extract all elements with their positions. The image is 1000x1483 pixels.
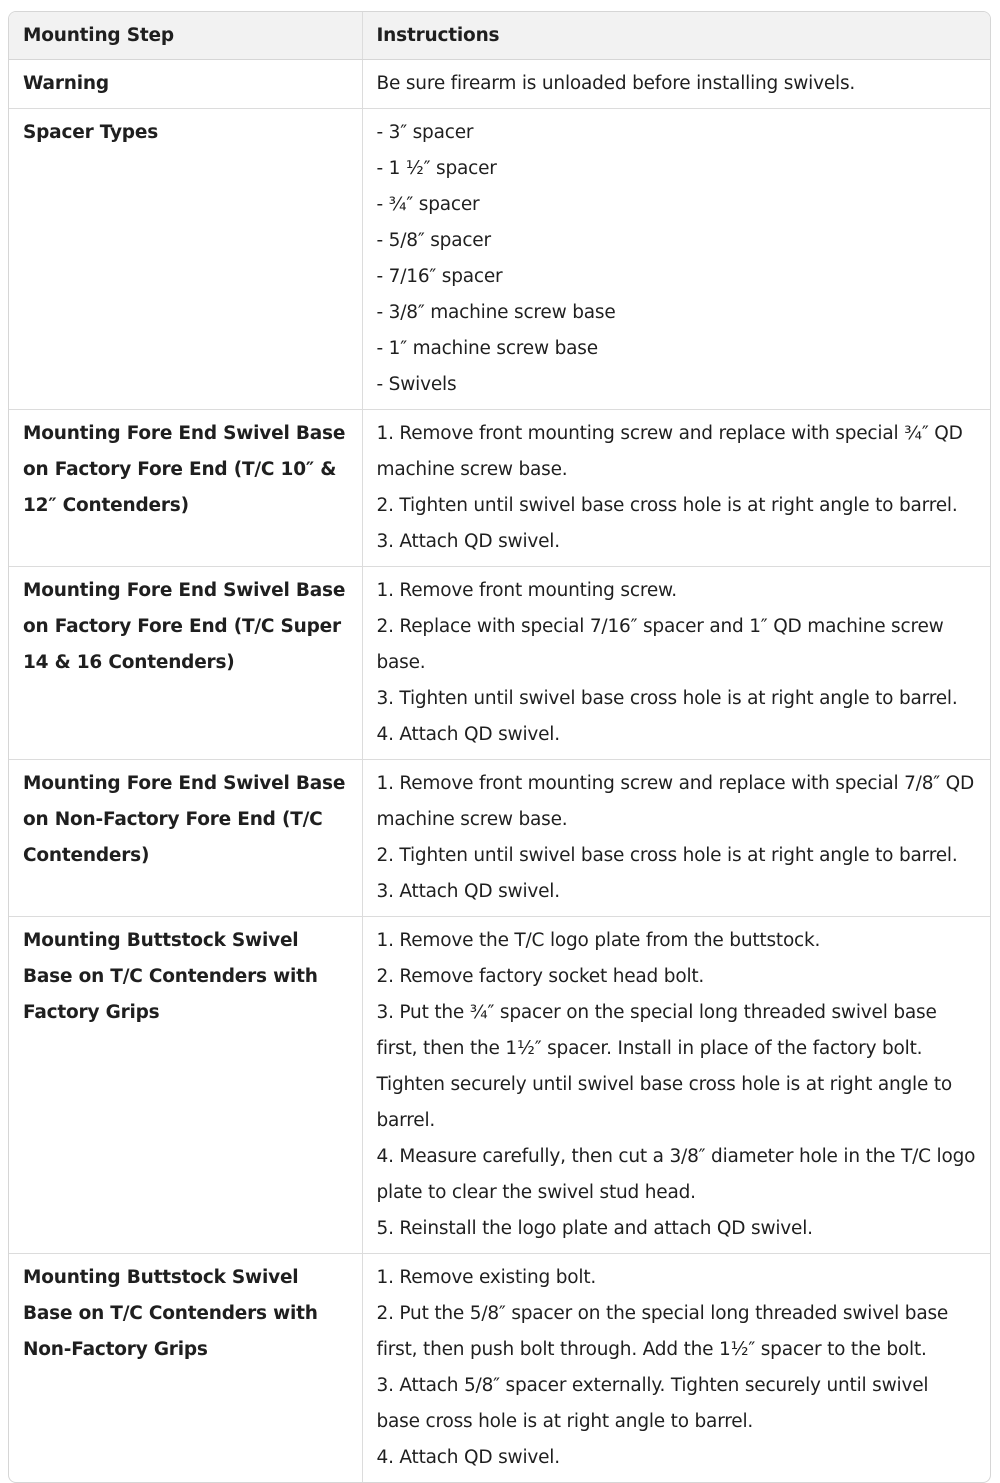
instruction-line: - 5/8″ spacer [376,230,491,251]
instructions-cell [362,760,990,917]
instruction-line: 1. Remove front mounting screw. [376,580,677,601]
instructions-cell [362,917,990,1254]
step-cell: Warning [23,73,109,94]
header-row [9,12,990,60]
instruction-line: - ¾″ spacer [376,194,480,215]
instruction-line: 5. Reinstall the logo plate and attach QD swivel. [376,1218,813,1239]
instruction-line: - 3/8″ machine screw base [376,302,616,323]
header-mounting-step: Mounting Step [9,12,362,60]
table-row-warning [9,60,990,109]
step-cell: Spacer Types [9,109,362,410]
instruction-line: 2. Replace with special 7/16″ spacer and 1″ QD machine screw base. [376,616,944,673]
step-cell: Mounting Fore End Swivel Base on Factory Fore End (T/C Super 14 & 16 Contenders) [9,567,362,760]
instruction-line: 3. Attach QD swivel. [376,531,560,552]
instruction-line: 2. Remove factory socket head bolt. [376,966,705,987]
instruction-line: 3. Tighten until swivel base cross hole is at right angle to barrel. [376,688,958,709]
instruction-line: Be sure firearm is unloaded before installing swivels. [376,73,856,94]
table-row-fore-end-factory-10-12 [9,410,990,567]
table-row-buttstock-non-factory-grips [9,1254,990,1483]
step-cell: Mounting Buttstock Swivel Base on T/C Contenders with Non-Factory Grips [9,1254,362,1483]
step-cell: Mounting Fore End Swivel Base on Non-Factory Fore End (T/C Contenders) [9,760,362,917]
instruction-line: 2. Put the 5/8″ spacer on the special long threaded swivel base first, then push bolt through. Add the 1½″ spacer to the bolt. [376,1303,949,1360]
instruction-line: 4. Measure carefully, then cut a 3/8″ diameter hole in the T/C logo plate to clear the swivel stud head. [376,1146,976,1203]
instruction-line: 1. Remove front mounting screw and replace with special ¾″ QD machine screw base. [376,423,963,480]
table-body [9,60,990,1483]
instruction-line: 4. Attach QD swivel. [376,1447,560,1468]
instructions-cell [362,410,990,567]
instruction-line: 3. Attach 5/8″ spacer externally. Tighten securely until swivel base cross hole is at right angle to barrel. [376,1375,929,1432]
instructions-cell [362,567,990,760]
instruction-line: 3. Attach QD swivel. [376,881,560,902]
instruction-line: - 7/16″ spacer [376,266,503,287]
mounting-instructions-table-container [8,11,991,1483]
instruction-line: 1. Remove existing bolt. [376,1267,597,1288]
table-header [9,12,990,60]
table-row-fore-end-non-factory [9,760,990,917]
step-cell: Mounting Fore End Swivel Base on Factory Fore End (T/C 10″ & 12″ Contenders) [9,410,362,567]
instructions-cell [362,109,990,410]
table-row-spacer-types [9,109,990,410]
table-row-fore-end-factory-super-14-16 [9,567,990,760]
instruction-line: 2. Tighten until swivel base cross hole is at right angle to barrel. [376,845,958,866]
instruction-line: 1. Remove the T/C logo plate from the buttstock. [376,930,821,951]
header-instructions: Instructions [362,12,990,60]
instruction-line: - 3″ spacer [376,122,474,143]
instruction-line: 1. Remove front mounting screw and replace with special 7/8″ QD machine screw base. [376,773,975,830]
instructions-cell [362,60,990,109]
step-cell: Mounting Buttstock Swivel Base on T/C Contenders with Factory Grips [9,917,362,1254]
instruction-line: 2. Tighten until swivel base cross hole is at right angle to barrel. [376,495,958,516]
instruction-line: 4. Attach QD swivel. [376,724,560,745]
instruction-line: 3. Put the ¾″ spacer on the special long threaded swivel base first, then the 1½″ spacer. Install in place of the factory bolt. Tighten securely until swivel base cross hole is at right angle to barrel. [376,1002,953,1131]
instruction-line: - 1″ machine screw base [376,338,598,359]
instruction-line: - 1 ½″ spacer [376,158,497,179]
table-row-buttstock-factory-grips [9,917,990,1254]
instructions-cell [362,1254,990,1483]
mounting-instructions-table [9,12,990,1482]
instruction-line: - Swivels [376,374,457,395]
